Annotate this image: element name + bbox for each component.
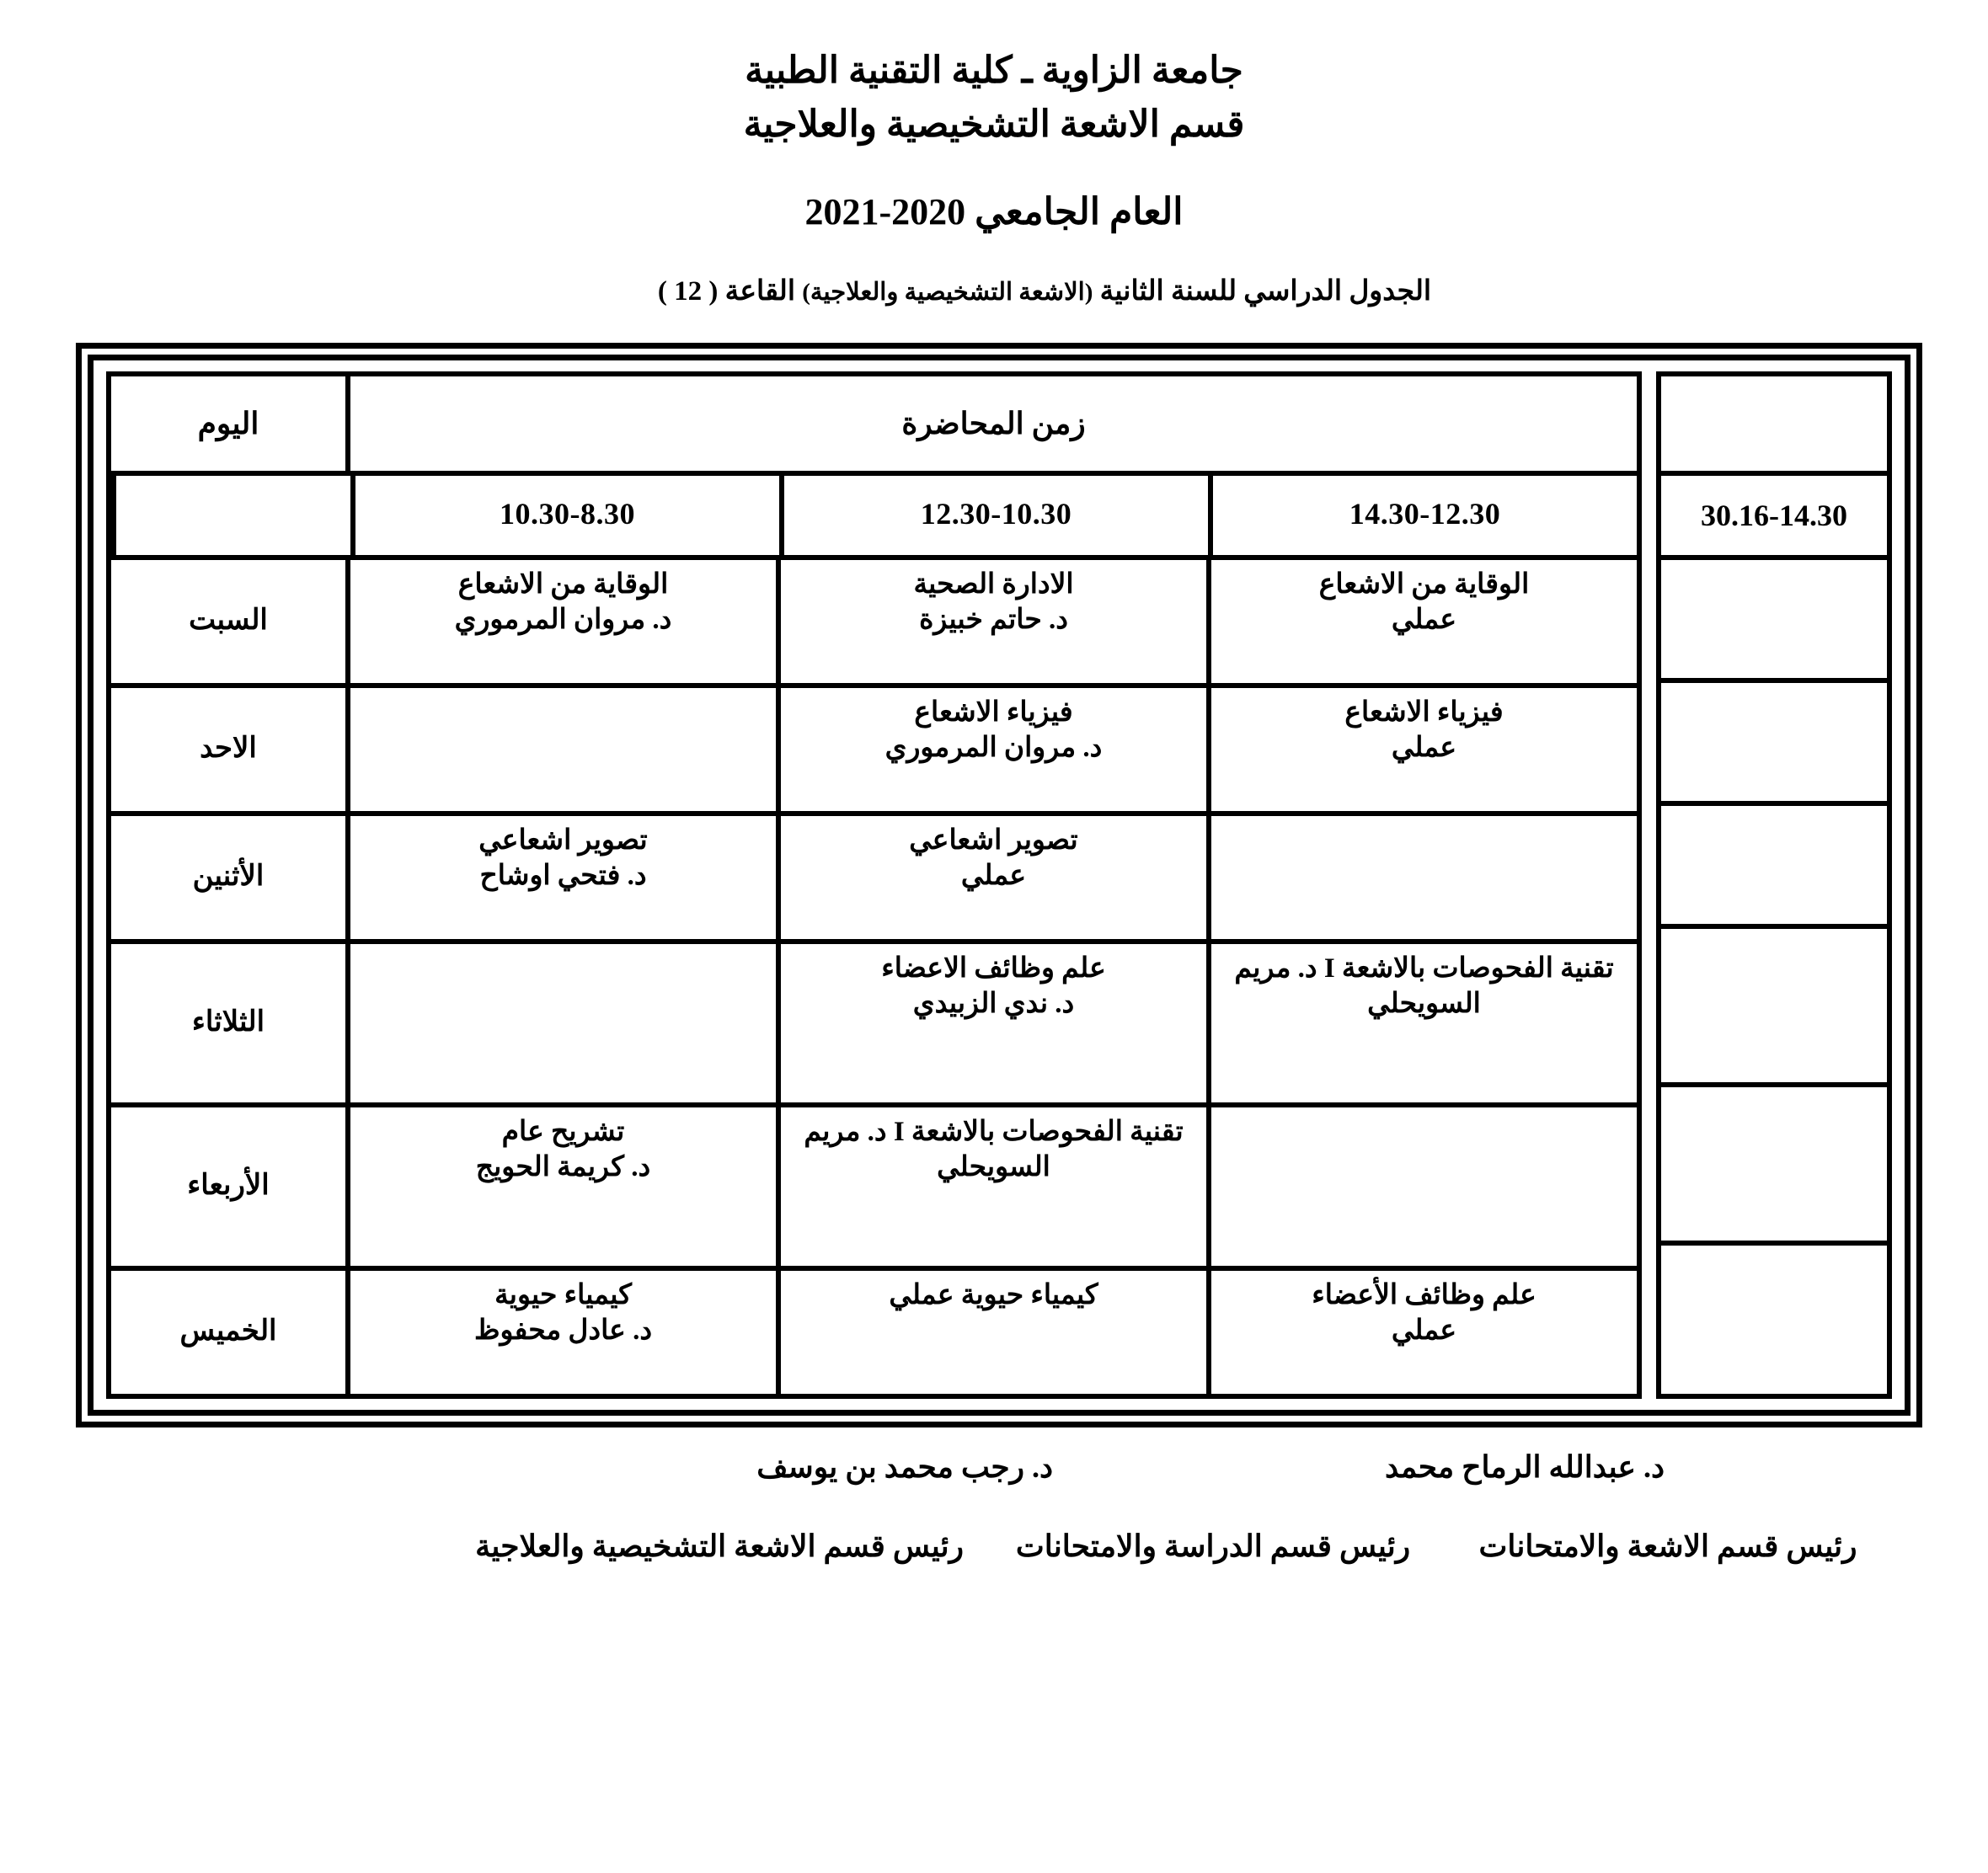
subtitle-specialty-text: (الاشعة التشخيصية والعلاجية) bbox=[802, 278, 1093, 306]
class-lecturer: د. ندي الزبيدي bbox=[912, 989, 1075, 1020]
class-lecturer: د. حاتم خبيزة bbox=[919, 605, 1068, 636]
class-lecturer: عملي bbox=[960, 861, 1027, 892]
day-label-saturday: السبت bbox=[189, 604, 268, 636]
class-cell-tuesday-1030-1230 bbox=[776, 944, 1206, 1102]
class-cell-thursday-1030-1230 bbox=[776, 1271, 1206, 1394]
subtitle-main-text: الجدول الدراسي للسنة الثانية bbox=[1099, 275, 1432, 307]
table-row bbox=[111, 944, 1637, 1107]
class-cell-monday-1030-1230 bbox=[776, 816, 1206, 939]
class-subject: الوقاية من الاشعاع bbox=[457, 568, 669, 600]
class-cell-saturday-1030-1230 bbox=[776, 560, 1206, 683]
subtitle-hall-text: القاعة ( 12 ) bbox=[657, 275, 796, 307]
institution-line-1: جامعة الزاوية ـ كلية التقنية الطبية bbox=[745, 50, 1243, 91]
class-lecturer: عملي bbox=[1391, 605, 1457, 636]
schedule-subtitle bbox=[0, 274, 1988, 307]
class-subject: تقنية الفحوصات بالاشعة I د. مريم السويحلي bbox=[804, 1116, 1184, 1183]
class-cell-wednesday-0830-1030 bbox=[345, 1107, 776, 1266]
class-subject: علم وظائف الأعضاء bbox=[1312, 1279, 1536, 1310]
class-cell-saturday-1230-1430 bbox=[1206, 560, 1637, 683]
class-subject: كيمياء حيوية عملي bbox=[889, 1279, 1098, 1310]
class-subject: كيمياء حيوية bbox=[494, 1279, 632, 1310]
day-label-wednesday: الأربعاء bbox=[187, 1169, 270, 1201]
timetable-outer-frame bbox=[76, 343, 1922, 1427]
class-subject: تشريح عام bbox=[501, 1116, 625, 1147]
signatory-name-right: د. رجب محمد بن يوسف bbox=[756, 1449, 1053, 1484]
class-cell-tuesday-0830-1030 bbox=[345, 944, 776, 1102]
day-label-tuesday: الثلاثاء bbox=[191, 1006, 265, 1038]
signatory-title-mid: رئيس قسم الدراسة والامتحانات bbox=[1015, 1529, 1411, 1563]
class-subject: الادارة الصحية bbox=[913, 568, 1074, 600]
class-subject: الوقاية من الاشعاع bbox=[1318, 568, 1530, 600]
class-lecturer: د. كريمة الحويج bbox=[475, 1152, 651, 1183]
class-cell-monday-1230-1430 bbox=[1206, 816, 1637, 939]
class-subject: فيزياء الاشعاع bbox=[914, 696, 1073, 728]
table-row bbox=[111, 1107, 1637, 1271]
extra-cell-sunday bbox=[1661, 683, 1887, 806]
timetable-main-grid bbox=[106, 371, 1642, 1399]
class-cell-monday-0830-1030 bbox=[345, 816, 776, 939]
time-slot-header-1430-1230: 14.30-12.30 bbox=[1208, 476, 1637, 555]
class-subject: تصوير اشعاعي bbox=[909, 824, 1078, 856]
group-header-row bbox=[111, 376, 1637, 476]
extra-cell-saturday bbox=[1661, 560, 1887, 683]
academic-year: العام الجامعي 2020-2021 bbox=[804, 190, 1184, 232]
time-group-header: زمن المحاضرة bbox=[345, 376, 1637, 471]
class-lecturer: عملي bbox=[1391, 1315, 1457, 1347]
day-label-thursday: الخميس bbox=[179, 1315, 277, 1347]
signature-titles-row bbox=[93, 1529, 1904, 1564]
extra-time-column bbox=[1656, 371, 1892, 1399]
table-row bbox=[111, 816, 1637, 944]
class-cell-sunday-0830-1030 bbox=[345, 688, 776, 811]
institution-line-2: قسم الاشعة التشخيصية والعلاجية bbox=[743, 103, 1245, 145]
timetable-inner-frame bbox=[88, 355, 1911, 1416]
class-cell-wednesday-1230-1430 bbox=[1206, 1107, 1637, 1266]
class-lecturer: د. فتحي اوشاح bbox=[479, 861, 647, 892]
day-label-sunday: الاحد bbox=[200, 732, 257, 764]
class-lecturer: د. عادل محفوظ bbox=[473, 1315, 653, 1347]
class-lecturer: د. مروان المرموري bbox=[884, 733, 1103, 764]
day-label-monday: الأثنين bbox=[192, 860, 265, 892]
time-slot-header-1230-1030: 12.30-10.30 bbox=[779, 476, 1208, 555]
extra-time-slot-header: 30.16-14.30 bbox=[1661, 476, 1887, 560]
class-cell-tuesday-1230-1430 bbox=[1206, 944, 1637, 1102]
signatory-name-left: د. عبدالله الرماح محمد bbox=[1384, 1449, 1665, 1484]
signatory-title-right: رئيس قسم الاشعة التشخيصية والعلاجية bbox=[475, 1529, 964, 1563]
class-cell-sunday-1030-1230 bbox=[776, 688, 1206, 811]
document-footer bbox=[93, 1449, 1904, 1564]
extra-cell-thursday bbox=[1661, 1246, 1887, 1369]
document-header bbox=[0, 0, 1988, 307]
signatory-title-left: رئيس قسم الاشعة والامتحانات bbox=[1478, 1529, 1857, 1563]
time-slot-header-1030-830: 10.30-8.30 bbox=[350, 476, 779, 555]
day-column-header: اليوم bbox=[197, 406, 259, 440]
class-lecturer: د. مروان المرموري bbox=[454, 605, 672, 636]
class-cell-thursday-1230-1430 bbox=[1206, 1271, 1637, 1394]
extra-cell-tuesday bbox=[1661, 929, 1887, 1087]
class-subject: علم وظائف الاعضاء bbox=[881, 953, 1106, 984]
time-slot-header-row bbox=[111, 476, 1637, 560]
class-cell-saturday-0830-1030 bbox=[345, 560, 776, 683]
extra-column-blank-header bbox=[1661, 376, 1887, 476]
table-row bbox=[111, 560, 1637, 688]
class-subject: تقنية الفحوصات بالاشعة I د. مريم السويحلي bbox=[1234, 953, 1614, 1020]
extra-cell-wednesday bbox=[1661, 1087, 1887, 1246]
class-subject: تصوير اشعاعي bbox=[478, 824, 648, 856]
class-cell-wednesday-1030-1230 bbox=[776, 1107, 1206, 1266]
class-lecturer: عملي bbox=[1391, 733, 1457, 764]
day-column-spacer bbox=[111, 476, 350, 555]
class-cell-sunday-1230-1430 bbox=[1206, 688, 1637, 811]
extra-cell-monday bbox=[1661, 806, 1887, 929]
class-cell-thursday-0830-1030 bbox=[345, 1271, 776, 1394]
table-row bbox=[111, 1271, 1637, 1394]
signature-names-row bbox=[93, 1449, 1904, 1485]
table-row bbox=[111, 688, 1637, 816]
class-subject: فيزياء الاشعاع bbox=[1344, 696, 1504, 728]
